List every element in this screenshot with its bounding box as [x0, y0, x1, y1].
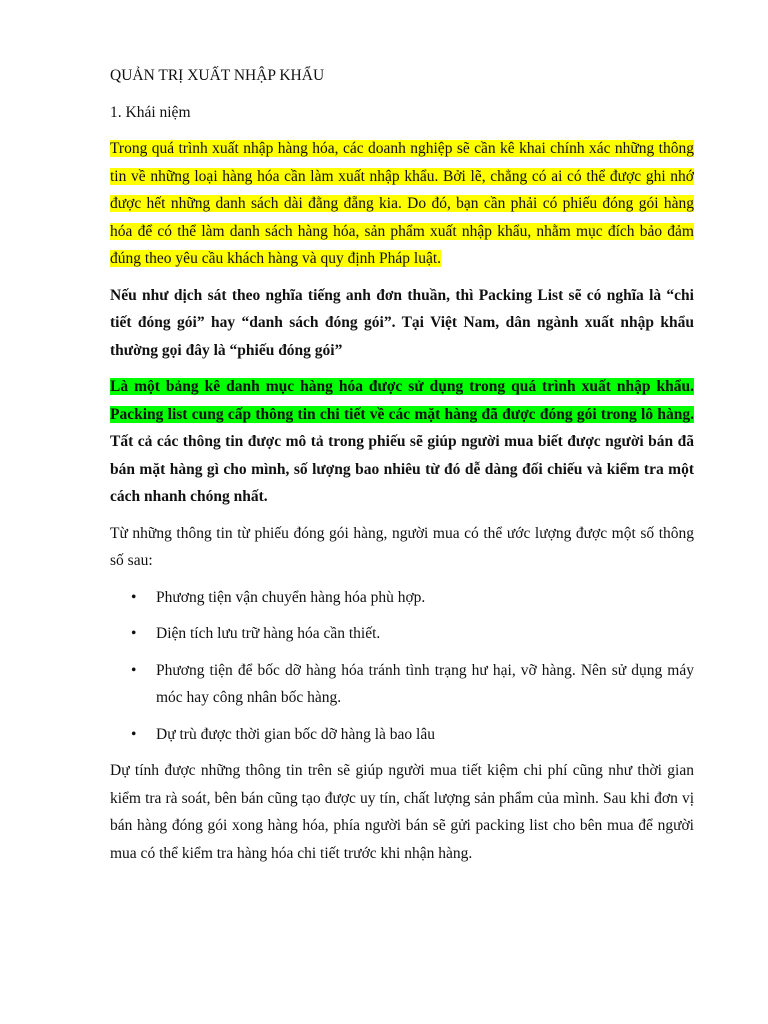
list-item — [131, 657, 694, 712]
list-item-text: Phương tiện vận chuyển hàng hóa phù hợp. — [156, 588, 426, 606]
list-item-text: Phương tiện để bốc dỡ hàng hóa tránh tình trạng hư hại, vỡ hàng. Nên sử dụng máy móc hay công nhân bốc hàng. — [156, 661, 694, 706]
paragraph-definition: Nếu như dịch sát theo nghĩa tiếng anh đơn thuần, thì Packing List sẽ có nghĩa là “chi tiết đóng gói” hay “danh sách đóng gói”. Tại Việt Nam, dân ngành xuất nhập khẩu thường gọi đây là “phiếu đóng gói” — [110, 286, 694, 359]
paragraph-intro — [110, 135, 694, 273]
paragraph-estimate-intro: Từ những thông tin từ phiếu đóng gói hàng, người mua có thể ước lượng được một số thông số sau: — [110, 524, 694, 569]
highlighted-text-green: Là một bảng kê danh mục hàng hóa được sử dụng trong quá trình xuất nhập khẩu. Packing list cung cấp thông tin chi tiết về các mặt hàng đã được đóng gói trong lô hàng. — [110, 378, 694, 423]
list-item — [131, 620, 694, 648]
list-item-text: Diện tích lưu trữ hàng hóa cần thiết. — [156, 625, 381, 642]
paragraph-conclusion: Dự tính được những thông tin trên sẽ giúp người mua tiết kiệm chi phí cũng như thời gian kiểm tra rà soát, bên bán cũng tạo được uy tín, chất lượng sản phẩm của mình. Sau khi đơn vị bán hàng đóng gói xong hàng hóa, phía người bán sẽ gửi packing list cho bên mua để người mua có thể kiểm tra hàng hóa chi tiết trước khi nhận hàng. — [110, 762, 694, 862]
list-item — [131, 721, 694, 749]
document-page — [110, 62, 694, 876]
bullet-icon: • — [131, 625, 137, 642]
document-title: QUẢN TRỊ XUẤT NHẬP KHẨU — [110, 67, 325, 84]
highlighted-text-yellow: Trong quá trình xuất nhập hàng hóa, các doanh nghiệp sẽ cần kê khai chính xác những thông tin về những loại hàng hóa cần làm xuất nhập khẩu. Bởi lẽ, chẳng có ai có thể được ghi nhớ được hết những danh sách dài đằng đẵng kia. Do đó, bạn cần phải có phiếu đóng gói hàng hóa để có thể làm danh sách hàng hóa, sản phẩm xuất nhập khẩu, nhằm mục đích bảo đảm đúng theo yêu cầu khách hàng và quy định Pháp luật. — [110, 140, 694, 267]
section-heading: 1. Khái niệm — [110, 103, 191, 121]
paragraph-packing-list — [110, 373, 694, 511]
list-item-text: Dự trù được thời gian bốc dỡ hàng là bao lâu — [156, 725, 435, 743]
list-item — [131, 584, 694, 612]
bullet-list — [110, 584, 694, 749]
bullet-icon: • — [131, 725, 137, 743]
bullet-icon: • — [131, 661, 137, 679]
bullet-icon: • — [131, 588, 137, 606]
paragraph-packing-list-rest: Tất cả các thông tin được mô tả trong phiếu sẽ giúp người mua biết được người bán đã bán mặt hàng gì cho mình, số lượng bao nhiêu từ đó dễ dàng đối chiếu và kiểm tra một cách nhanh chóng nhất. — [110, 433, 694, 505]
